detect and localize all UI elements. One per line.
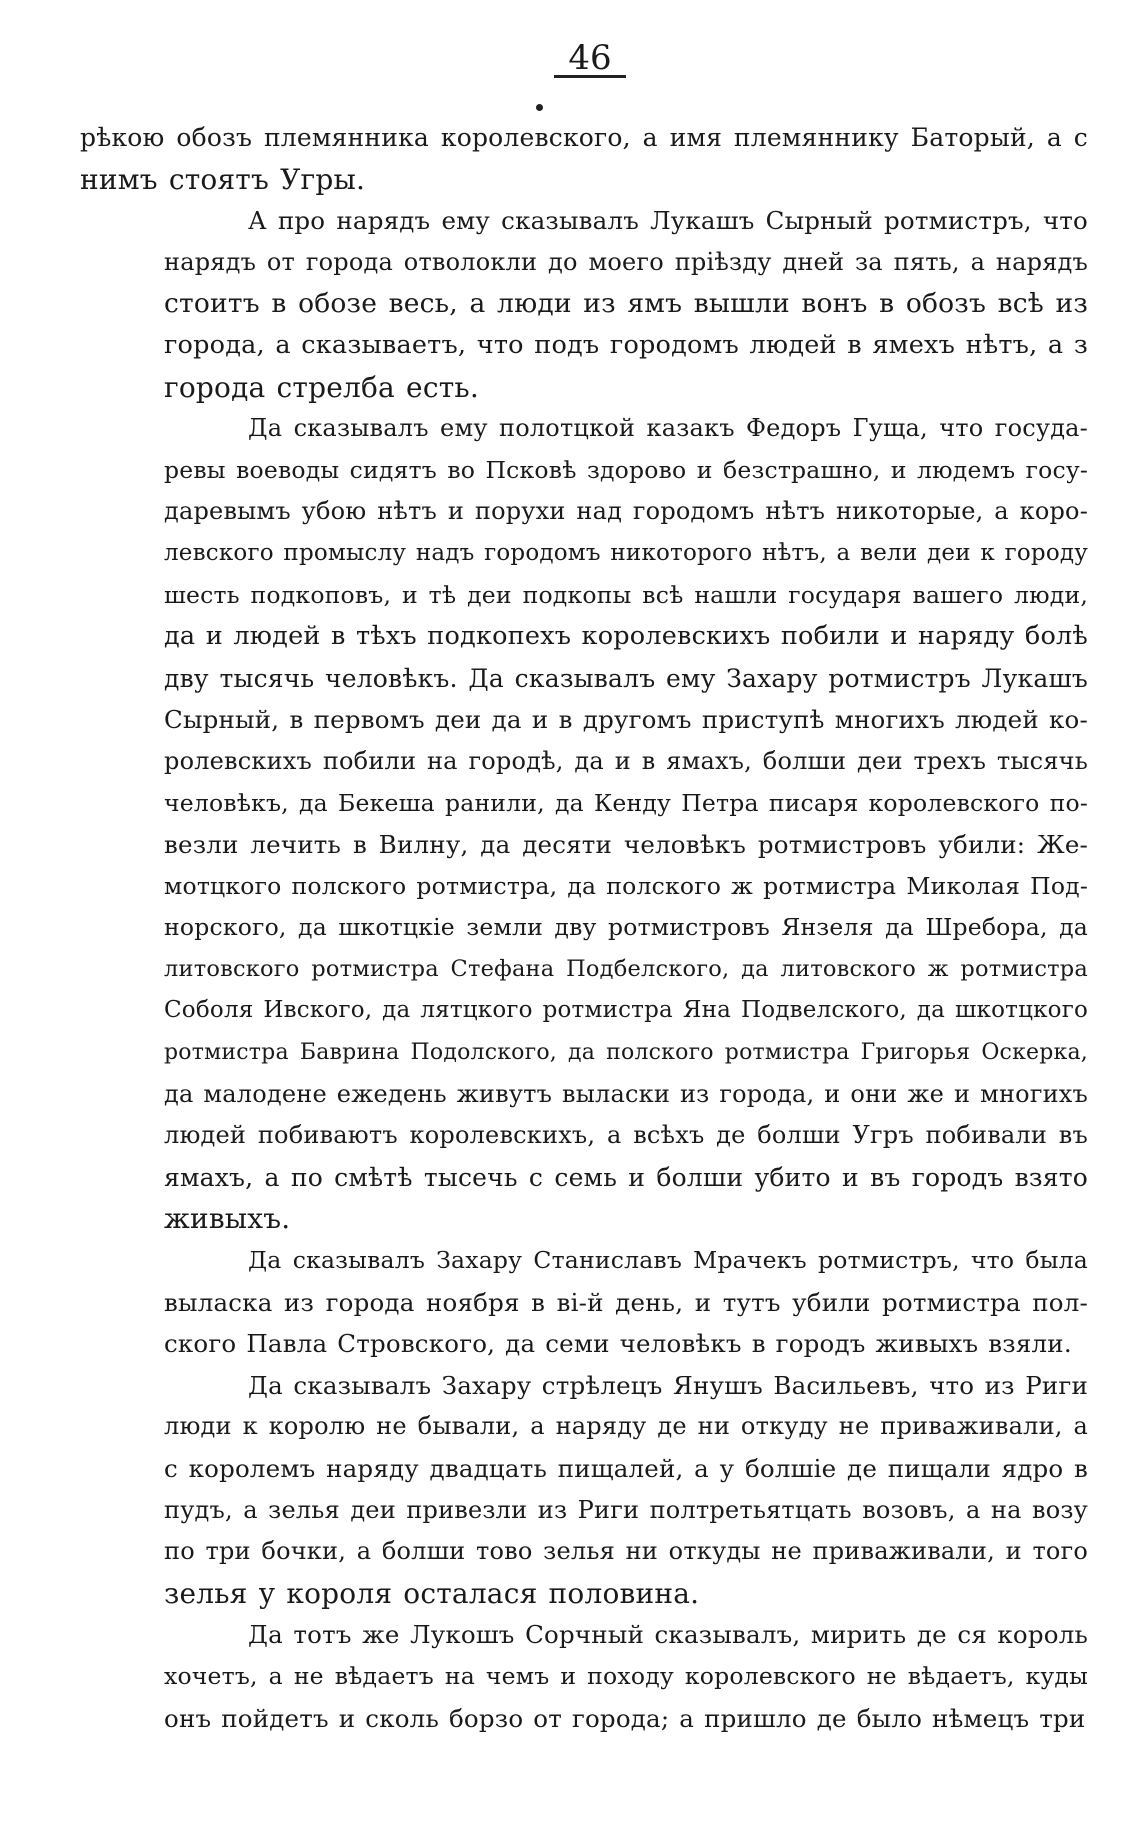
text-line: рѣкою обозъ племянника королевского, а имя племяннику Баторый, а с [80,123,1088,152]
printer-mark [536,104,543,111]
text-line: Да тотъ же Лукошъ Сорчный сказывалъ, мирить де ся король [248,1620,1088,1650]
text-line: ревы воеводы сидятъ во Псковѣ здорово и безстрашно, и людемъ госу- [164,455,1088,484]
text-line: Сырный, в первомъ деи да и в другомъ приступѣ многихъ людей ко- [164,705,1088,735]
text-line: Да сказывалъ Захару стрѣлецъ Янушъ Васильевъ, что из Риги [248,1370,1088,1400]
text-line: по три бочки, а болши тово зелья ни откуды не приваживали, и того [164,1537,1088,1566]
body-text [80,117,1088,1739]
text-line: да малодене ежедень живутъ выласки из города, и они же и многихъ [164,1079,1088,1108]
text-line: мотцкого полского ротмистра, да полского ж ротмистра Миколая Под- [164,871,1088,900]
paragraph [80,1365,1088,1615]
text-line: ротмистра Баврина Подолского, да полского ротмистра Григорья Оскерка, [164,1040,1088,1066]
text-line: города стрелба есть. [164,370,479,404]
text-line: левского промыслу надъ городомъ никоторого нѣтъ, а вели деи к городу [164,539,1088,566]
text-line: Да сказывалъ Захару Станиславъ Мрачекъ ротмистръ, что была [248,1246,1088,1275]
text-line: стоитъ в обозе весь, а люди из ямъ вышли вонъ в обозъ всѣ из [164,288,1088,320]
text-line: да и людей в тѣхъ подкопехъ королевскихъ побили и наряду болѣ [164,621,1088,652]
page-number [0,38,1140,78]
text-line: нимъ стоятъ Угры. [80,162,366,196]
text-line: люди к королю не бывали, а наряду де ни откуду не приваживали, а [164,1412,1088,1441]
text-line: везли лечить в Вилну, да десяти человѣкъ ротмистровъ убили: Же- [164,830,1088,860]
text-line: ролевскихъ побили на городѣ, да и в ямахъ, болши деи трехъ тысячь [164,746,1088,775]
text-line: шесть подкоповъ, и тѣ деи подкопы всѣ нашли государя вашего люди, [164,580,1088,609]
text-line: литовского ротмистра Стефана Подбелского, да литовского ж ротмистра [164,955,1088,982]
text-line: людей побиваютъ королевскихъ, а всѣхъ де болши Угръ побивали въ [164,1121,1088,1150]
text-line: ского Павла Стровского, да семи человѣкъ в городъ живыхъ взяли. [164,1329,1072,1359]
paragraph [80,1240,1088,1365]
text-line: даревымъ убою нѣтъ и порухи над городомъ нѣтъ никоторые, а коро- [164,497,1088,526]
text-line: онъ пойдетъ и сколь борзо от города; а пришло де было нѣмецъ три [164,1703,1086,1733]
text-line: Да сказывалъ ему полотцкой казакъ Федоръ Гуща, что госуда- [248,414,1088,443]
text-line: нарядъ от города отволокли до моего прiѣзду дней за пять, а нарядъ [164,247,1088,276]
text-line: выласка из города ноября в ві-й день, и тутъ убили ротмистра пол- [164,1287,1088,1317]
text-line: норского, да шкотцкiе земли дву ротмистровъ Янзеля да Шребора, да [164,913,1088,942]
text-line: хочетъ, а не вѣдаетъ на чемъ и походу королевского не вѣдаетъ, куды [164,1661,1088,1690]
text-line: живыхъ. [164,1202,291,1236]
text-line: дву тысячь человѣкъ. Да сказывалъ ему Захару ротмистръ Лукашъ [164,663,1088,693]
text-line: А про нарядъ ему сказывалъ Лукашъ Сырный ротмистръ, что [248,206,1088,236]
text-line: ямахъ, а по смѣтѣ тысечь с семь и болши убито и въ городъ взято [164,1162,1088,1192]
text-line: с королемъ наряду двадцать пищалей, а у болшiе де пищали ядро в [164,1454,1088,1483]
page-number-text: 46 [554,41,625,78]
text-line: зелья у короля осталася половина. [164,1576,700,1610]
paragraph [80,200,1088,408]
paragraph [80,117,1088,200]
paragraph [80,408,1088,1240]
text-line: пудъ, а зелья деи привезли из Риги полтретьятцать возовъ, а на возу [164,1495,1088,1524]
text-line: города, а сказываетъ, что подъ городомъ людей в ямехъ нѣтъ, а з [164,329,1088,360]
paragraph [80,1614,1088,1739]
text-line: человѣкъ, да Бекеша ранили, да Кенду Петра писаря королевского по- [164,788,1088,817]
text-line: Соболя Ивского, да лятцкого ротмистра Яна Подвелского, да шкотцкого [164,997,1088,1024]
